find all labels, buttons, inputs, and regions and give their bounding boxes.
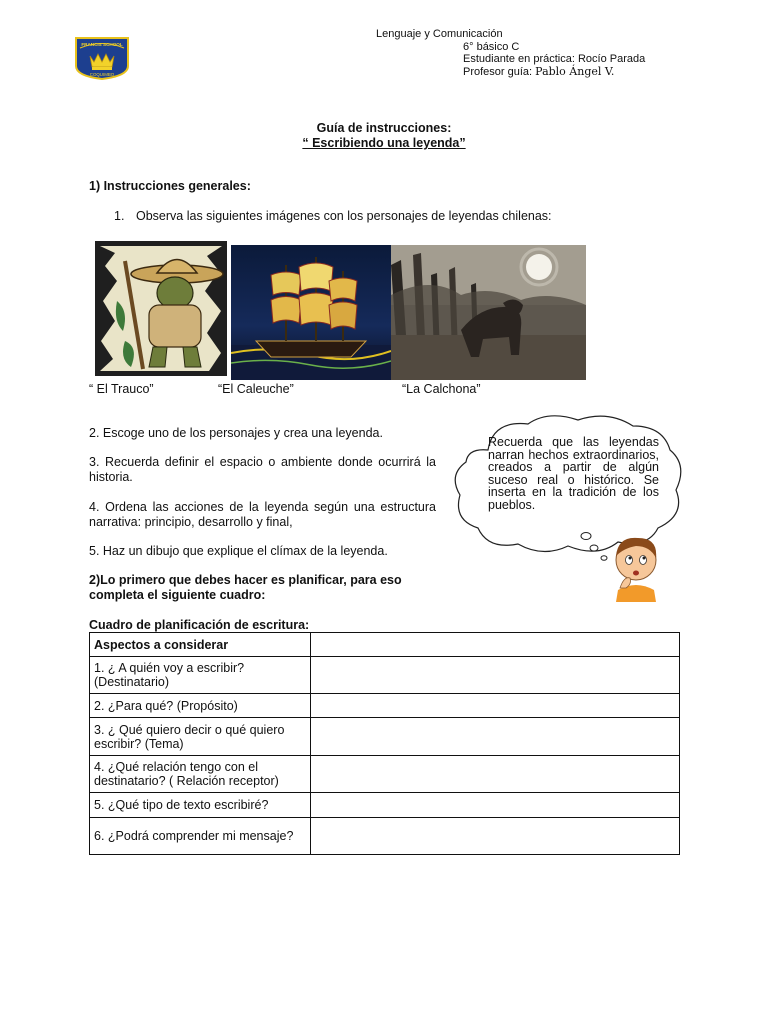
step-5: 5. Haz un dibujo que explique el clímax de la leyenda. bbox=[89, 544, 388, 558]
table-answer-cell[interactable] bbox=[311, 793, 680, 818]
night-forest-illustration-icon bbox=[391, 245, 586, 380]
table-question-cell: 5. ¿Qué tipo de texto escribiré? bbox=[90, 793, 311, 818]
teacher-line bbox=[463, 65, 614, 78]
planning-table bbox=[89, 632, 680, 855]
table-row bbox=[90, 756, 680, 793]
calchona-image bbox=[391, 245, 586, 380]
table-answer-cell[interactable] bbox=[311, 633, 680, 657]
table-question-cell: 3. ¿ Qué quiero decir o qué quiero escribir? (Tema) bbox=[90, 718, 311, 756]
subject-label: Lenguaje y Comunicación bbox=[376, 28, 503, 40]
page-title: Guía de instrucciones: bbox=[316, 121, 452, 135]
table-question-cell: 1. ¿ A quién voy a escribir? (Destinatario) bbox=[90, 657, 311, 694]
table-row bbox=[90, 718, 680, 756]
item1-number: 1. bbox=[114, 209, 125, 223]
student-label: Estudiante en práctica: Rocío Parada bbox=[463, 53, 646, 65]
table-question-cell: 2. ¿Para qué? (Propósito) bbox=[90, 694, 311, 718]
svg-text:COQUIMBO: COQUIMBO bbox=[89, 72, 115, 77]
step-2: 2. Escoge uno de los personajes y crea una leyenda. bbox=[89, 426, 383, 440]
table-answer-cell[interactable] bbox=[311, 718, 680, 756]
table-question-cell: 4. ¿Qué relación tengo con el destinatario? ( Relación receptor) bbox=[90, 756, 311, 793]
caption-calchona: “La Calchona” bbox=[402, 382, 481, 396]
table-header-row bbox=[90, 633, 680, 657]
table-row bbox=[90, 818, 680, 855]
caption-caleuche: “El Caleuche” bbox=[218, 382, 294, 396]
thinking-boy-icon bbox=[598, 528, 674, 602]
table-row bbox=[90, 793, 680, 818]
ghost-ship-illustration-icon bbox=[231, 245, 391, 380]
item1-text: Observa las siguientes imágenes con los personajes de leyendas chilenas: bbox=[136, 209, 552, 223]
table-row bbox=[90, 657, 680, 694]
table-row bbox=[90, 694, 680, 718]
trauco-image bbox=[95, 241, 227, 376]
section1-heading: 1) Instrucciones generales: bbox=[89, 179, 251, 193]
teacher-label: Profesor guía: bbox=[463, 66, 533, 78]
table-header-cell: Aspectos a considerar bbox=[90, 633, 311, 657]
section2-line2: completa el siguiente cuadro: bbox=[89, 588, 266, 602]
table-answer-cell[interactable] bbox=[311, 818, 680, 855]
step-3: 3. Recuerda definir el espacio o ambiente donde ocurrirá la historia. bbox=[89, 455, 436, 484]
svg-text:FRANCIS SCHOOL: FRANCIS SCHOOL bbox=[81, 42, 123, 47]
caption-trauco: “ El Trauco” bbox=[89, 382, 154, 396]
section2-line1: 2)Lo primero que debes hacer es planificar, para eso bbox=[89, 573, 402, 587]
table-question-cell: 6. ¿Podrá comprender mi mensaje? bbox=[90, 818, 311, 855]
school-logo bbox=[75, 36, 129, 80]
cloud-text: Recuerda que las leyendas narran hechos extraordinarios, creados a partir de algún suceso real o histórico. Se inserta en la tradición de los pueblos. bbox=[488, 435, 659, 512]
step-4: 4. Ordena las acciones de la leyenda según una estructura narrativa: principio, desarrollo y final, bbox=[89, 500, 436, 529]
table-answer-cell[interactable] bbox=[311, 657, 680, 694]
teacher-name: Pablo Ángel V. bbox=[535, 65, 615, 78]
course-label: 6° básico C bbox=[463, 41, 520, 53]
trauco-illustration-icon bbox=[95, 241, 227, 376]
table-answer-cell[interactable] bbox=[311, 756, 680, 793]
caleuche-image bbox=[231, 245, 391, 380]
thinking-boy-image bbox=[598, 528, 674, 602]
page-subtitle: “ Escribiendo una leyenda” bbox=[302, 136, 466, 150]
table-answer-cell[interactable] bbox=[311, 694, 680, 718]
table-title: Cuadro de planificación de escritura: bbox=[89, 618, 310, 632]
